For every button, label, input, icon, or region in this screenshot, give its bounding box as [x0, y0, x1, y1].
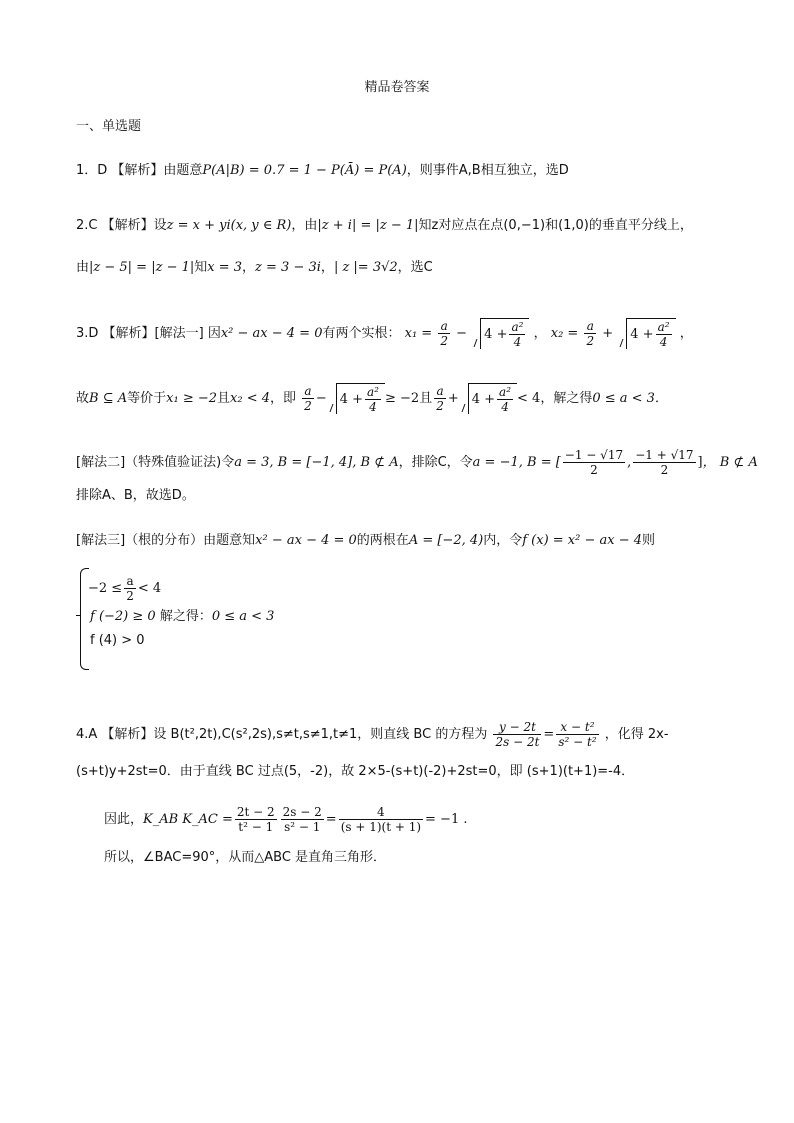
q3-method3-line-1 [76, 532, 655, 550]
q3-sqrt-2: 4 + $\frac{\text{a²}}{4}$ [617, 318, 675, 349]
q2-z2: z = 3 − 3i [255, 260, 321, 275]
q3-m3-mid: 的两根在 [356, 533, 409, 548]
q3-m3-mid2: 内，令 [483, 533, 523, 548]
q2-x: x = 3 [207, 260, 243, 275]
q3-x1: x₁ = [404, 326, 433, 341]
q3-range: 0 ≤ a < 3 [592, 391, 655, 406]
q3-system-row-2 [90, 608, 274, 626]
q3-ie: ，即 [270, 391, 297, 406]
q3-m3-prefix: [解法三]（根的分布）由题意知 [76, 533, 256, 548]
q1-suffix: ，则事件A,B相互独立，选D [406, 163, 569, 178]
q3-cond2: x₂ < 4 [230, 391, 271, 406]
q4-f2: $\frac{2s - 2}{\text{s² − 1}}$ [282, 805, 322, 834]
q4-suffix: ，化得 2x- [604, 727, 669, 742]
q4-kk: K_AB K_AC = [143, 812, 233, 827]
page-title: 精品卷答案 [364, 80, 430, 95]
q3-m3-A: A = [−2, 4) [408, 533, 484, 548]
q3-m2-frac1: $\frac{-1 - √17}{2}$ [564, 448, 624, 477]
q3-and: 且 [217, 391, 231, 406]
section-heading: 一、单选题 [76, 119, 142, 134]
q3-x2: x₂ = [550, 326, 579, 341]
q3-m2-a3: a = 3, B = [−1, 4], B ⊄ A [234, 455, 399, 470]
q3-method2-line-1: [解法二]（特殊值验证法)令a = 3, B = [−1, 4], B ⊄ A，排除C，令a = −1, B = [ $\frac{-1 - √17}{2}$ , $\frac{-1 + √17}{2}$ ]， B ⊄ A [76, 448, 758, 477]
q3-frac-a-2: $\frac{a}{2}$ [440, 319, 448, 348]
q1-line [76, 162, 569, 180]
q3-m3-then: 则 [642, 533, 656, 548]
q2-abs: | z |= 3√2 [333, 260, 398, 275]
q3-sys1-right: < 4 [137, 581, 162, 596]
q4-f1: $\frac{2t - 2}{\text{t² − 1}}$ [236, 805, 275, 834]
q2-mod: |z + i| = |z − 1| [317, 218, 419, 233]
q1-formula: P(A|B) = 0.7 = 1 − P(Ā) = P(A) [202, 163, 407, 178]
q3-sys2: f (−2) ≥ 0 [90, 609, 156, 624]
q3-line2-prefix: 故 [76, 391, 90, 406]
q4-line-2: (s+t)y+2st=0．由于直线 BC 过点(5，-2)，故 2×5-(s+t)(-2)+2st=0，即 (s+1)(t+1)=-4． [76, 764, 635, 779]
q1-prefix: 1．D 【解析】由题意 [76, 163, 203, 178]
q2-prefix: 2.C 【解析】设 [76, 218, 167, 233]
q3-m2-not: ， B ⊄ A [702, 455, 758, 470]
q3-eq: x² − ax − 4 = 0 [220, 326, 323, 341]
q3-frac-a-2b: $\frac{a}{2}$ [586, 319, 595, 348]
q3-sol: ，解之得 [540, 391, 593, 406]
q2-mid1: ，由 [291, 218, 318, 233]
q3-mid: 有两个实根： [322, 326, 401, 341]
q4-frac2: $\frac{\text{x − t²}}{\text{s² − t²}}$ [558, 720, 597, 749]
q3-m3-eq: x² − ax − 4 = 0 [255, 533, 357, 548]
q3-sys1-left: −2 ≤ [88, 581, 123, 596]
q2-line2-prefix: 由 [76, 260, 90, 275]
q4-line-1: 4.A 【解析】设 B(t²,2t),C(s²,2s),s≠t,s≠1,t≠1，则直线 BC 的方程为 $\frac{y - 2t}{2s - 2t}$ = $\frac{\text{x − t²}}{\text{s² − t²}}$ ，化得 2x- [76, 720, 669, 749]
q2-mod2: |z − 5| = |z − 1| [89, 260, 195, 275]
q3-m3-f: f (x) = x² − ax − 4 [522, 533, 643, 548]
q2-line-2: 由|z − 5| = |z − 1|知x = 3，z = 3 − 3i，| z |= 3√2，选C [76, 260, 433, 275]
q2-z-def: z = x + yi(x, y ∈ R) [166, 218, 292, 233]
q3-prefix: 3.D 【解析】[解法一] 因 [76, 326, 221, 341]
q3-sys1-frac: $\frac{a}{2}$ [126, 574, 134, 603]
q4-line3-prefix: 因此， [104, 812, 144, 827]
q3-lt4: < 4 [517, 391, 541, 406]
q3-line-2: 故B ⊆ A等价于x₁ ≥ −2且x₂ < 4，即 $\frac{a}{2}$ − 4 + $\frac{\text{a²}}{4}$ ≥ −2且 $\frac{a}{2}$ + 4 + $\frac{\text{a²}}{4}$ < 4，解之得0 ≤ a < 3． [76, 384, 668, 414]
q3-m2-prefix: [解法二]（特殊值验证法)令 [76, 455, 235, 470]
q3-sys2-range: 0 ≤ a < 3 [211, 609, 275, 624]
q3-sqrt-3: 4 + $\frac{\text{a²}}{4}$ [327, 383, 385, 414]
q2-suffix: ，选C [397, 260, 433, 275]
q4-line-4: 所以，∠BAC=90°，从而△ABC 是直角三角形． [104, 850, 387, 865]
q3-method2-line-2: 排除A、B，故选D。 [76, 488, 195, 503]
q3-line-1: 3.D 【解析】[解法一] 因x² − ax − 4 = 0有两个实根： x₁ = $\frac{a}{2}$ − 4 + $\frac{\text{a²}}{4}$ ， x₂ = $\frac{a}{2}$ + 4 + $\frac{\text{a²}}{4}$ ， [76, 319, 693, 349]
q4-line-3: 因此，K_AB K_AC = $\frac{2t - 2}{\text{t² − 1}}$ $\frac{2s - 2}{\text{s² − 1}}$ = $\frac{4}{(s + 1)(t + 1)}$ = −1 . [104, 805, 468, 834]
q3-m2-exc: ，排除C，令 [398, 455, 473, 470]
q3-sqrt-4: 4 + $\frac{\text{a²}}{4}$ [459, 383, 517, 414]
q3-cond1: x₁ ≥ −2 [166, 391, 218, 406]
q4-eq-m1: = −1 [425, 812, 460, 827]
q2-mid2: 知z对应点在点(0,−1)和(1,0)的垂直平分线上， [418, 218, 693, 233]
q3-equiv: 等价于 [127, 391, 167, 406]
q2-line-1 [76, 217, 693, 235]
q2-mid3: 知 [194, 260, 208, 275]
q3-frac-a-2c: $\frac{a}{2}$ [304, 384, 312, 413]
q3-system-row-1 [88, 574, 161, 603]
q4-frac1: $\frac{y - 2t}{2s - 2t}$ [495, 720, 540, 749]
q3-subset: B ⊆ A [89, 391, 128, 406]
q3-m2-am1: a = −1, B = [ [472, 455, 561, 470]
q3-sys2-sol: 解之得： [159, 609, 212, 624]
q3-sqrt-1: 4 + $\frac{\text{a²}}{4}$ [471, 318, 529, 349]
q4-prefix: 4.A 【解析】设 B(t²,2t),C(s²,2s),s≠t,s≠1,t≠1，则直线 BC 的方程为 [76, 727, 488, 742]
q3-frac-a-2d: $\frac{a}{2}$ [436, 384, 444, 413]
q4-f3: $\frac{4}{(s + 1)(t + 1)}$ [340, 805, 422, 834]
q3-system-row-3: f (4) > 0 [90, 633, 145, 648]
q3-m2-frac2: $\frac{-1 + √17}{2}$ [635, 448, 694, 477]
q3-ge-m2: ≥ −2 [384, 391, 420, 406]
